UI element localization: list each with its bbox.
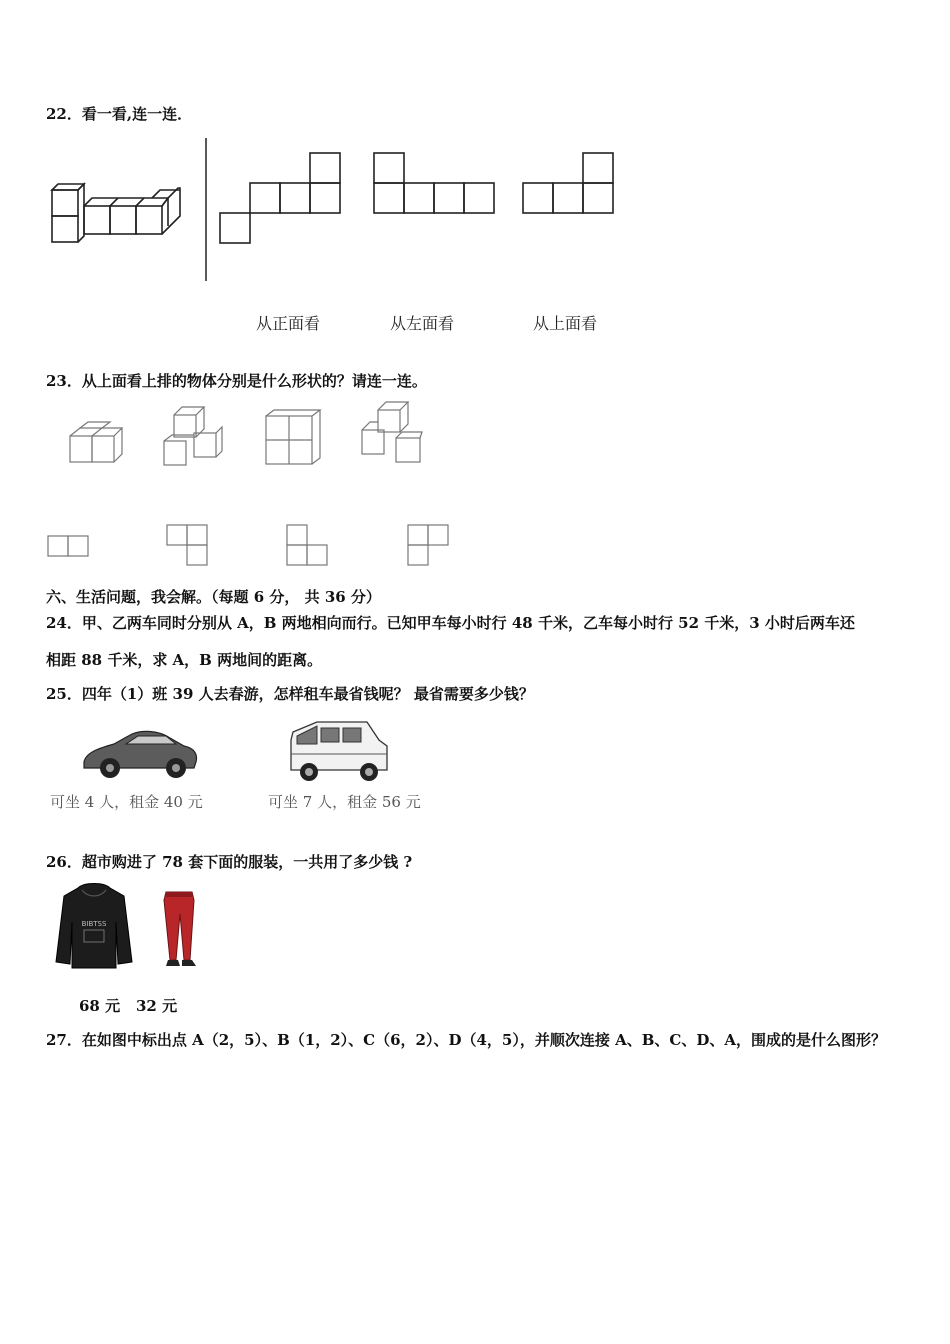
q22-title: 22．看一看,连一连．: [46, 105, 193, 123]
q23-object-2: [160, 405, 226, 469]
section6-title: 六、生活问题，我会解。（每题 6 分， 共 36 分）: [46, 588, 381, 606]
q22-3d-solid: [48, 180, 188, 246]
hoodie-image: [54, 882, 134, 970]
q23-top-view-1: [46, 534, 92, 560]
q24-line2: 相距 88 千米，求 A，B 两地间的距离。: [46, 651, 323, 669]
q23-object-3: [262, 408, 324, 468]
q25-title: 25．四年（1）班 39 人去春游，怎样租车最省钱呢？ 最省需要多少钱？: [46, 685, 534, 703]
car-image: [80, 724, 200, 780]
q22-view-left: 从左面看: [390, 314, 455, 333]
q24-line1: 24．甲、乙两车同时分别从 A，B 两地相向而行。已知甲车每小时行 48 千米，乙车每小时行 52 千米，3 小时后两车还: [46, 614, 855, 632]
q23-top-view-4: [406, 523, 452, 567]
pants-image: [158, 890, 202, 970]
q26-title: 26．超市购进了 78 套下面的服装，一共用了多少钱 ?: [46, 853, 413, 871]
q23-top-view-3: [285, 523, 331, 567]
q22-view-front: 从正面看: [256, 314, 321, 333]
car-caption: 可坐 4 人，租金 40 元: [50, 793, 203, 811]
q23-top-view-2: [165, 523, 211, 567]
q22-divider: [204, 138, 208, 283]
pants-price: 32 元: [136, 997, 178, 1015]
q23-title: 23．从上面看上排的物体分别是什么形状的？请连一连。: [46, 372, 427, 390]
q22-view-shape-3: [521, 152, 617, 216]
van-image: [287, 716, 393, 784]
q22-view-shape-1: [218, 152, 342, 246]
q23-object-1: [66, 420, 126, 466]
hoodie-print: BIBTSS: [81, 920, 107, 928]
van-caption: 可坐 7 人，租金 56 元: [268, 793, 421, 811]
q22-view-shape-2: [372, 152, 498, 216]
q23-object-4: [356, 400, 426, 468]
q22-view-top: 从上面看: [533, 314, 598, 333]
q27-title: 27．在如图中标出点 A（2，5）、B（1，2）、C（6，2）、D（4，5），并顺次连接 A、B、C、D、A，围成的是什么图形？: [46, 1031, 886, 1049]
hoodie-price: 68 元: [79, 997, 121, 1015]
